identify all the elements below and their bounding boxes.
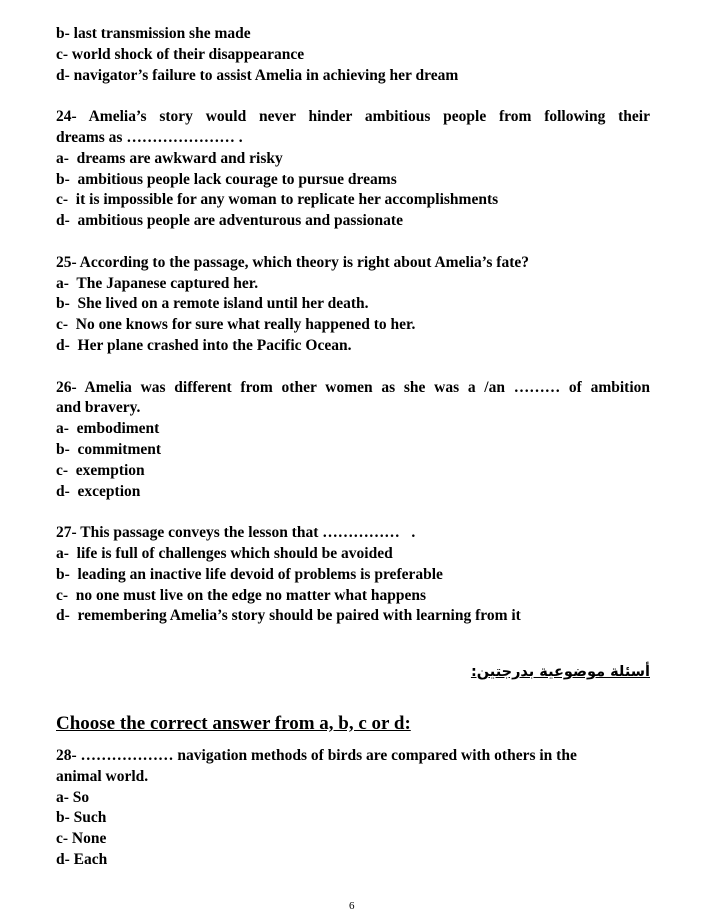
- option-d: d- Each: [56, 850, 108, 868]
- option-line: c- world shock of their disappearance: [56, 45, 305, 63]
- option-b: b- leading an inactive life devoid of problems is preferable: [56, 565, 443, 583]
- option-d: d- remembering Amelia’s story should be paired with learning from it: [56, 607, 521, 625]
- question-28-stem: 28- ……………… navigation methods of birds are compared with others in the: [56, 747, 577, 764]
- section-heading: Choose the correct answer from a, b, c or d:: [56, 713, 411, 734]
- question-25-stem: 25- According to the passage, which theory is right about Amelia’s fate?: [56, 253, 530, 271]
- question-26-stem: 26- Amelia was different from other women as she was a /an ……… of ambition: [56, 378, 650, 396]
- option-a: a- So: [56, 788, 90, 806]
- option-a: a- life is full of challenges which should be avoided: [56, 544, 393, 562]
- arabic-section-heading: أسئلة موضوعية بدرجتين:: [470, 664, 650, 680]
- option-d: d- Her plane crashed into the Pacific Ocean.: [56, 336, 352, 354]
- option-b: b- Such: [56, 809, 107, 827]
- option-c: c- it is impossible for any woman to replicate her accomplishments: [56, 191, 499, 209]
- option-b: b- ambitious people lack courage to pursue dreams: [56, 170, 397, 188]
- question-26-stem-cont: and bravery.: [56, 399, 141, 417]
- option-b: b- commitment: [56, 440, 162, 458]
- option-line: d- navigator’s failure to assist Amelia in achieving her dream: [56, 66, 459, 84]
- option-b: b- She lived on a remote island until her death.: [56, 295, 369, 313]
- question-24-stem: 24- Amelia’s story would never hinder ambitious people from following their: [56, 108, 650, 126]
- option-a: a- dreams are awkward and risky: [56, 149, 283, 167]
- question-28-block: [56, 746, 650, 871]
- option-c: c- exemption: [56, 461, 145, 479]
- option-line: b- last transmission she made: [56, 25, 251, 42]
- option-a: a- The Japanese captured her.: [56, 274, 259, 292]
- option-c: c- No one knows for sure what really happened to her.: [56, 316, 416, 334]
- question-28-stem-cont: animal world.: [56, 767, 149, 785]
- option-a: a- embodiment: [56, 420, 160, 438]
- option-d: d- ambitious people are adventurous and passionate: [56, 212, 403, 230]
- question-block: [56, 24, 650, 627]
- option-d: d- exception: [56, 482, 141, 500]
- option-c: c- None: [56, 830, 107, 848]
- option-c: c- no one must live on the edge no matter what happens: [56, 586, 426, 604]
- question-24-stem-cont: dreams as ………………… .: [56, 128, 243, 146]
- page-number: 6: [349, 900, 355, 912]
- question-27-stem: 27- This passage conveys the lesson that …………… .: [56, 524, 416, 542]
